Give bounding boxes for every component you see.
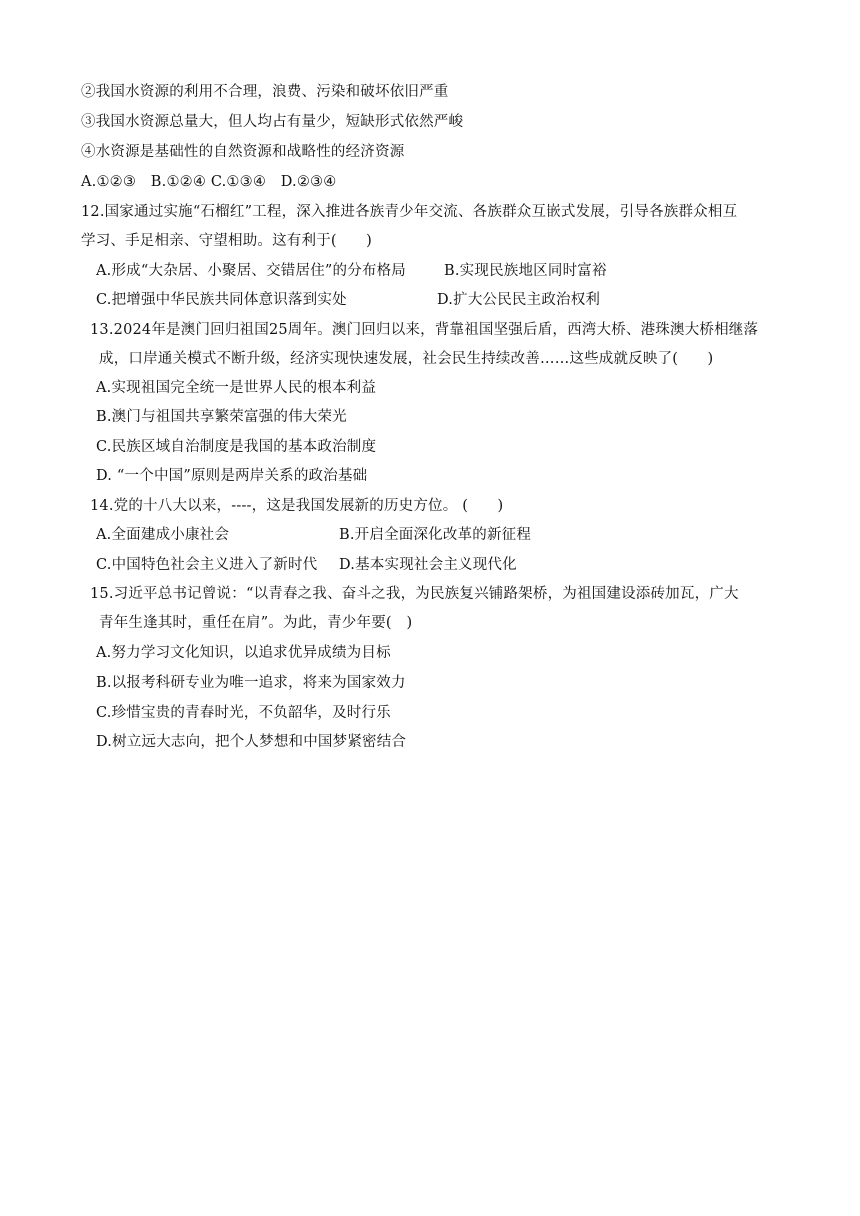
q11-statement-3: ③我国水资源总量大，但人均占有量少，短缺形式依然严峻 bbox=[81, 114, 464, 130]
q14-stem-line1: 14.党的十八大以来，----，这是我国发展新的历史方位。 ( ) bbox=[90, 498, 504, 514]
q12-option-b: B.实现民族地区同时富裕 bbox=[444, 263, 607, 279]
q11-statement-4: ④水资源是基础性的自然资源和战略性的经济资源 bbox=[81, 144, 405, 160]
q12-option-a: A.形成“大杂居、小聚居、交错居住”的分布格局 bbox=[96, 263, 407, 279]
q13-option-a: A.实现祖国完全统一是世界人民的根本利益 bbox=[96, 380, 377, 396]
q15-stem-line2: 青年生逢其时，重任在肩”。为此，青少年要( ) bbox=[99, 615, 413, 631]
q13-stem-line1: 13.2024年是澳门回归祖国25周年。澳门回归以来，背靠祖国坚强后盾，西湾大桥、港珠澳大桥相继落 bbox=[90, 322, 759, 338]
q11-statement-2: ②我国水资源的利用不合理，浪费、污染和破坏依旧严重 bbox=[81, 84, 449, 100]
q14-option-d: D.基本实现社会主义现代化 bbox=[339, 557, 517, 573]
q12-option-d: D.扩大公民民主政治权利 bbox=[437, 292, 601, 308]
q13-option-d: D. “一个中国”原则是两岸关系的政治基础 bbox=[96, 468, 368, 484]
q15-option-a: A.努力学习文化知识，以追求优异成绩为目标 bbox=[96, 645, 391, 661]
q14-option-a: A.全面建成小康社会 bbox=[96, 527, 230, 543]
q15-option-b: B.以报考科研专业为唯一追求，将来为国家效力 bbox=[96, 675, 406, 691]
q14-option-c: C.中国特色社会主义进入了新时代 bbox=[96, 557, 318, 573]
q12-option-c: C.把增强中华民族共同体意识落到实处 bbox=[96, 292, 347, 308]
q15-option-d: D.树立远大志向，把个人梦想和中国梦紧密结合 bbox=[96, 734, 407, 750]
q14-option-b: B.开启全面深化改革的新征程 bbox=[339, 527, 532, 543]
q15-option-c: C.珍惜宝贵的青春时光，不负韶华，及时行乐 bbox=[96, 705, 391, 721]
q12-stem-line2: 学习、手足相亲、守望相助。这有利于( ) bbox=[81, 233, 373, 249]
q11-options: A.①②③ B.①②④ C.①③④ D.②③④ bbox=[81, 174, 337, 190]
q15-stem-line1: 15.习近平总书记曾说：“以青春之我、奋斗之我，为民族复兴铺路架桥，为祖国建设添砖加瓦，广大 bbox=[90, 586, 739, 602]
q12-stem-line1: 12.国家通过实施“石榴红”工程，深入推进各族青少年交流、各族群众互嵌式发展，引导各族群众相互 bbox=[81, 204, 738, 220]
q13-stem-line2: 成，口岸通关模式不断升级，经济实现快速发展，社会民生持续改善……这些成就反映了( ) bbox=[99, 351, 714, 367]
q13-option-b: B.澳门与祖国共享繁荣富强的伟大荣光 bbox=[96, 409, 347, 425]
q13-option-c: C.民族区域自治制度是我国的基本政治制度 bbox=[96, 439, 377, 455]
